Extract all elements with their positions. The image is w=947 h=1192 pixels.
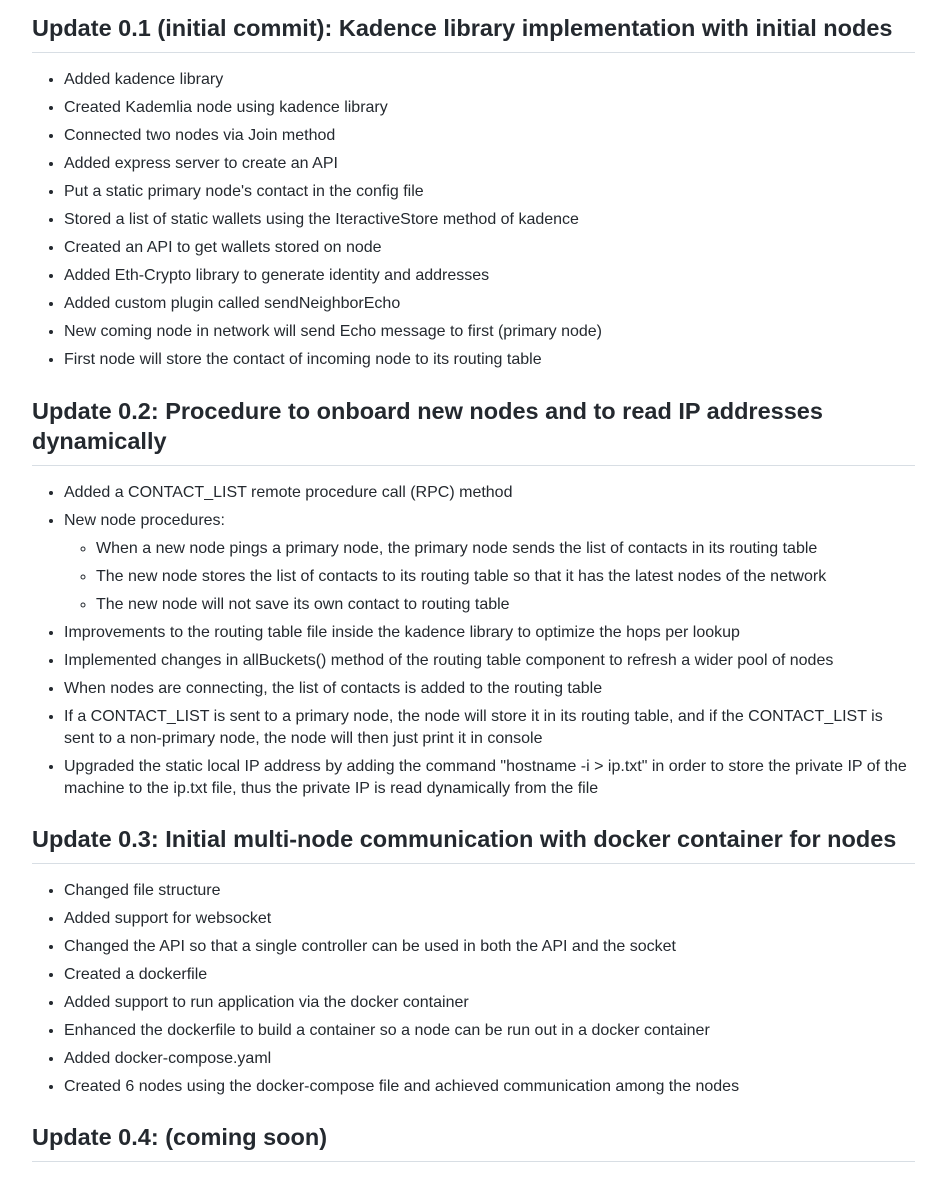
section-heading: Update 0.4: (coming soon) <box>32 1122 915 1162</box>
list-item: • New coming node in network will send Echo message to first (primary node) <box>64 321 915 343</box>
list-item: • Changed the API so that a single controller can be used in both the API and the socket <box>64 936 915 958</box>
nested-list-item: ◦ The new node will not save its own contact to routing table <box>96 594 915 616</box>
list-item: • Enhanced the dockerfile to build a container so a node can be run out in a docker container <box>64 1020 915 1042</box>
list-item <box>64 510 915 616</box>
section-heading: Update 0.1 (initial commit): Kadence library implementation with initial nodes <box>32 13 915 53</box>
list-item: • Created 6 nodes using the docker-compose file and achieved communication among the nodes <box>64 1076 915 1098</box>
list-item: • Added Eth-Crypto library to generate identity and addresses <box>64 265 915 287</box>
list-item: • Added a CONTACT_LIST remote procedure call (RPC) method <box>64 482 915 504</box>
section-update-0-2 <box>32 377 915 800</box>
update-list <box>32 482 915 800</box>
nested-list-item: ◦ When a new node pings a primary node, the primary node sends the list of contacts in its routing table <box>96 538 915 560</box>
list-item: • Added docker-compose.yaml <box>64 1048 915 1070</box>
list-item: • Created an API to get wallets stored on node <box>64 237 915 259</box>
section-update-0-3 <box>32 806 915 1098</box>
list-item: • Improvements to the routing table file inside the kadence library to optimize the hops per lookup <box>64 622 915 644</box>
nested-list-item: ◦ The new node stores the list of contacts to its routing table so that it has the latest nodes of the network <box>96 566 915 588</box>
list-item: • Added kadence library <box>64 69 915 91</box>
update-list <box>32 69 915 371</box>
list-item: • If a CONTACT_LIST is sent to a primary node, the node will store it in its routing table, and if the CONTACT_LIST is sent to a non-primary node, the node will then just print it in console <box>64 706 915 750</box>
update-list <box>32 880 915 1098</box>
list-item: • Created Kademlia node using kadence library <box>64 97 915 119</box>
list-item: • Changed file structure <box>64 880 915 902</box>
section-update-0-4 <box>32 1104 915 1162</box>
section-heading: Update 0.2: Procedure to onboard new nodes and to read IP addresses dynamically <box>32 396 915 466</box>
section-heading: Update 0.3: Initial multi-node communication with docker container for nodes <box>32 824 915 864</box>
list-item: • Put a static primary node's contact in the config file <box>64 181 915 203</box>
list-item: • Stored a list of static wallets using the IteractiveStore method of kadence <box>64 209 915 231</box>
list-item: • Added custom plugin called sendNeighborEcho <box>64 293 915 315</box>
list-item-text: New node procedures: <box>64 512 225 529</box>
list-item: • Created a dockerfile <box>64 964 915 986</box>
list-item: • Connected two nodes via Join method <box>64 125 915 147</box>
nested-list <box>64 538 915 616</box>
list-item: • Added express server to create an API <box>64 153 915 175</box>
list-item: • When nodes are connecting, the list of contacts is added to the routing table <box>64 678 915 700</box>
list-item: • Added support for websocket <box>64 908 915 930</box>
list-item: • Added support to run application via the docker container <box>64 992 915 1014</box>
section-update-0-1 <box>32 0 915 371</box>
list-item: • First node will store the contact of incoming node to its routing table <box>64 349 915 371</box>
list-item: • Implemented changes in allBuckets() method of the routing table component to refresh a wider pool of nodes <box>64 650 915 672</box>
list-item: • Upgraded the static local IP address by adding the command "hostname -i > ip.txt" in order to store the private IP of the machine to the ip.txt file, thus the private IP is read dynamically from the file <box>64 756 915 800</box>
